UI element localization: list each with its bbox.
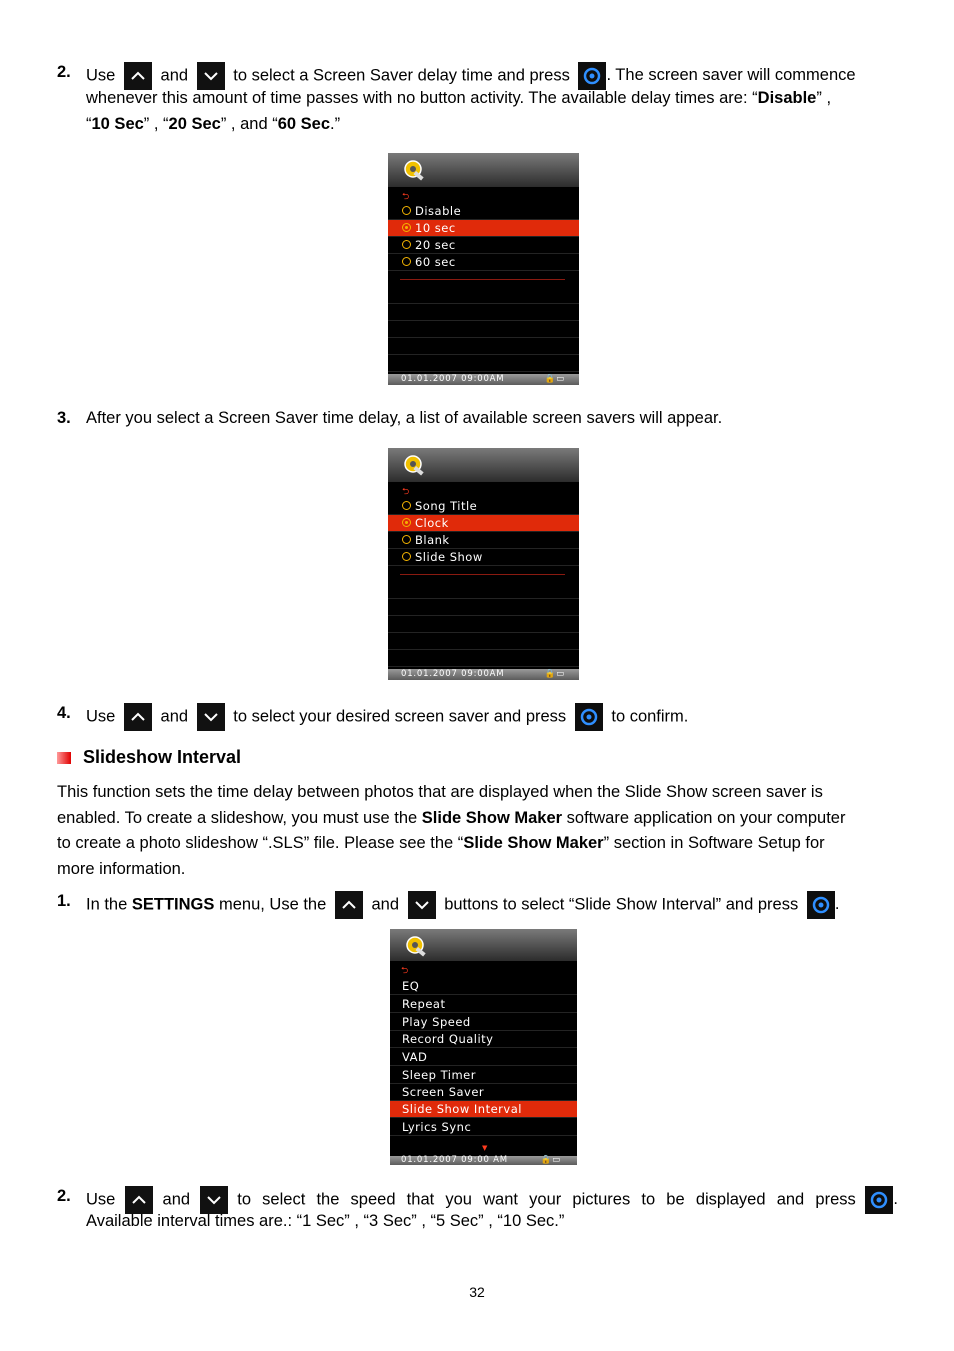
step2b-line1: Use and to select the speed that you want your pictures to be displayed and press . bbox=[86, 1186, 897, 1214]
down-arrow-icon bbox=[197, 62, 225, 90]
step2-line2: whenever this amount of time passes with no button activity. The available delay times are: “Disable” , bbox=[86, 89, 832, 107]
device-screen-settings bbox=[390, 929, 577, 1165]
menu-item[interactable]: Slide Show bbox=[388, 549, 579, 566]
ok-button-icon bbox=[575, 703, 603, 731]
ok-button-icon bbox=[578, 62, 606, 90]
status-bar: 01.01.2007 09:00AM 🔒▭ bbox=[388, 374, 579, 385]
step3-text: After you select a Screen Saver time delay, a list of available screen savers will appear. bbox=[86, 409, 723, 427]
menu-item[interactable]: Blank bbox=[388, 532, 579, 549]
menu-item[interactable]: EQ bbox=[390, 978, 577, 995]
step2b-line2: Available interval times are.: “1 Sec” , “3 Sec” , “5 Sec” , “10 Sec.” bbox=[86, 1212, 565, 1230]
divider bbox=[400, 574, 565, 575]
up-arrow-icon bbox=[125, 1186, 153, 1214]
up-arrow-icon bbox=[124, 62, 152, 90]
settings-gear-icon bbox=[400, 157, 428, 183]
settings-gear-icon bbox=[400, 452, 428, 478]
down-arrow-icon bbox=[200, 1186, 228, 1214]
screen-header bbox=[390, 929, 577, 961]
down-arrow-icon bbox=[408, 891, 436, 919]
bullet-icon bbox=[57, 752, 71, 764]
up-arrow-icon bbox=[124, 703, 152, 731]
section-paragraph: This function sets the time delay between photos that are displayed when the Slide Show screen saver is enabled. To create a slideshow, you must use the Slide Show Maker software application on your computer to create a photo slideshow “.SLS” file. Please see the “Slide Show Maker” section in Software Setup for more information. bbox=[57, 783, 846, 878]
settings-gear-icon bbox=[402, 933, 430, 959]
menu-item[interactable]: 60 sec bbox=[388, 254, 579, 271]
device-screen-delay bbox=[388, 153, 579, 385]
step1-line: In the SETTINGS menu, Use the and buttons to select “Slide Show Interval” and press . bbox=[86, 891, 897, 919]
menu-item[interactable]: Record Quality bbox=[390, 1031, 577, 1048]
menu-item-selected[interactable]: Slide Show Interval bbox=[390, 1101, 577, 1118]
status-bar: 01.01.2007 09:00 AM 🔒▭ bbox=[390, 1156, 577, 1165]
back-icon: ⮌ bbox=[401, 966, 409, 976]
section-heading: Slideshow Interval bbox=[57, 747, 241, 768]
back-icon: ⮌ bbox=[402, 487, 410, 497]
status-bar: 01.01.2007 09:00AM 🔒▭ bbox=[388, 669, 579, 680]
scroll-down-indicator-icon: ▼ bbox=[482, 1144, 488, 1152]
page-number: 32 bbox=[469, 1284, 485, 1300]
menu-item-selected[interactable]: 10 sec bbox=[388, 220, 579, 237]
menu-item[interactable]: Song Title bbox=[388, 498, 579, 515]
menu-item-selected[interactable]: Clock bbox=[388, 515, 579, 532]
menu-item[interactable]: Screen Saver bbox=[390, 1084, 577, 1101]
lock-battery-icon: 🔒▭ bbox=[540, 1155, 561, 1165]
ok-button-icon bbox=[865, 1186, 893, 1214]
screen-header bbox=[388, 153, 579, 187]
step-number: 4. bbox=[57, 704, 71, 722]
menu-item[interactable]: Play Speed bbox=[390, 1014, 577, 1031]
menu-item[interactable]: VAD bbox=[390, 1049, 577, 1066]
menu-item[interactable]: Repeat bbox=[390, 996, 577, 1013]
lock-battery-icon: 🔒▭ bbox=[544, 669, 565, 679]
step2-line3: “10 Sec” , “20 Sec” , and “60 Sec.” bbox=[86, 115, 341, 133]
step-number: 2. bbox=[57, 1187, 71, 1205]
menu-item[interactable]: 20 sec bbox=[388, 237, 579, 254]
step4-line: Use and to select your desired screen saver and press to confirm. bbox=[86, 703, 897, 731]
step2-line1: Use and to select a Screen Saver delay time and press . The screen saver will commence bbox=[86, 62, 897, 90]
device-screen-savers bbox=[388, 448, 579, 680]
step-number: 1. bbox=[57, 892, 71, 910]
menu-item[interactable]: Sleep Timer bbox=[390, 1067, 577, 1084]
menu-item[interactable]: Lyrics Sync bbox=[390, 1119, 577, 1136]
up-arrow-icon bbox=[335, 891, 363, 919]
step-number: 2. bbox=[57, 63, 71, 81]
back-icon: ⮌ bbox=[402, 192, 410, 202]
screen-header bbox=[388, 448, 579, 482]
lock-battery-icon: 🔒▭ bbox=[544, 374, 565, 384]
ok-button-icon bbox=[807, 891, 835, 919]
divider bbox=[400, 279, 565, 280]
step-number: 3. bbox=[57, 409, 71, 427]
down-arrow-icon bbox=[197, 703, 225, 731]
menu-item[interactable]: Disable bbox=[388, 203, 579, 220]
